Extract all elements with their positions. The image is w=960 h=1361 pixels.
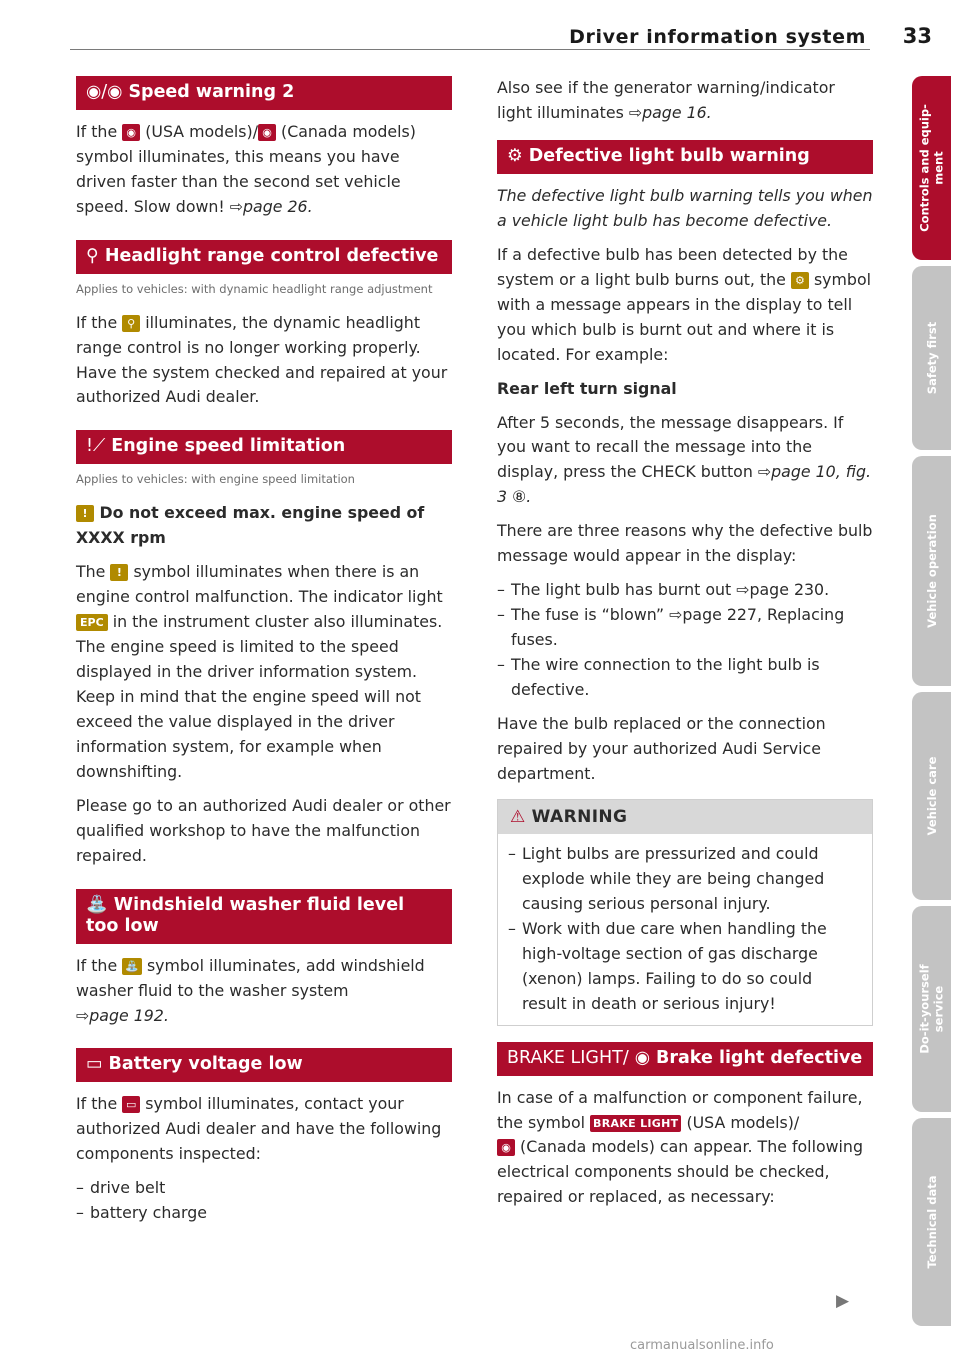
section-heading: Speed warning 2 bbox=[128, 82, 295, 102]
brake-light-usa-icon: BRAKE LIGHT bbox=[590, 1115, 681, 1132]
text: symbol illuminates, add windshield washer fluid to the washer system bbox=[76, 955, 425, 1000]
warning-box bbox=[497, 799, 873, 1026]
warning-triangle-icon: ⚠ bbox=[510, 806, 526, 827]
paragraph: There are three reasons why the defective bulb message would appear in the display: bbox=[497, 521, 873, 566]
list-item: – Work with due care when handling the high-voltage section of gas discharge (xenon) lamps. Failing to do so could result in death or serious injury! bbox=[508, 918, 827, 1013]
chapter-title: Driver information system bbox=[569, 26, 866, 48]
speed-warning-usa-icon: ◉ bbox=[122, 124, 140, 141]
text: (Canada models) can appear. The following electrical components should be checked, repaired or replaced, as necessary: bbox=[497, 1137, 863, 1207]
engine-speed-icon: ! bbox=[76, 505, 94, 522]
section-speed-warning bbox=[76, 76, 452, 110]
paragraph bbox=[497, 1086, 873, 1211]
paragraph bbox=[497, 76, 873, 126]
text: Do not exceed max. engine speed of XXXX rpm bbox=[76, 503, 425, 548]
text: If the bbox=[76, 955, 118, 975]
tab-label: Vehicle care bbox=[924, 756, 939, 836]
tab-vehicle-care[interactable] bbox=[912, 692, 951, 900]
tab-do-it-yourself-service[interactable] bbox=[912, 906, 951, 1112]
tab-safety-first[interactable] bbox=[912, 266, 951, 450]
headlight-range-icon: ⚲ bbox=[86, 245, 99, 266]
brake-light-canada-icon: ◉ bbox=[634, 1047, 651, 1068]
paragraph bbox=[497, 411, 873, 511]
text: If the bbox=[76, 122, 118, 141]
subheading bbox=[76, 501, 452, 551]
headlight-range-icon: ⚲ bbox=[122, 315, 140, 332]
brake-light-canada-icon: ◉ bbox=[497, 1139, 515, 1156]
washer-fluid-icon: ⛲ bbox=[86, 894, 108, 915]
list-item: – The light bulb has burnt out ⇨page 230. bbox=[497, 580, 830, 600]
tab-controls-and-equipment[interactable] bbox=[912, 76, 951, 260]
text: illuminates, the dynamic headlight range control is no longer working properly. Have the system checked and repaired at your authorized Audi dealer. bbox=[76, 312, 448, 407]
section-battery-voltage bbox=[76, 1048, 452, 1082]
example-message: Rear left turn signal bbox=[497, 378, 677, 398]
light-bulb-icon: ⚙ bbox=[507, 145, 523, 166]
battery-icon: ▭ bbox=[86, 1054, 103, 1075]
header-rule bbox=[70, 49, 870, 50]
applies-to-note: Applies to vehicles: with dynamic headlight range adjustment bbox=[76, 281, 433, 296]
paragraph bbox=[76, 1092, 452, 1167]
left-column bbox=[76, 76, 452, 1235]
page-header bbox=[0, 0, 960, 70]
speed-warning-icon: ◉/◉ bbox=[86, 82, 123, 102]
section-engine-speed bbox=[76, 430, 452, 464]
battery-icon: ▭ bbox=[122, 1096, 140, 1113]
section-headlight bbox=[76, 240, 452, 274]
paragraph: Have the bulb replaced or the connection repaired by your authorized Audi Service department. bbox=[497, 714, 826, 783]
text: (USA models)/ bbox=[145, 122, 259, 141]
section-washer-fluid bbox=[76, 889, 452, 944]
text: If the bbox=[76, 1094, 118, 1114]
paragraph bbox=[76, 311, 452, 411]
text: If a defective bulb has been detected by the system or a light bulb burns out, the bbox=[497, 244, 848, 289]
intro-paragraph: The defective light bulb warning tells you when a vehicle light bulb has become defective. bbox=[497, 185, 873, 230]
warning-header bbox=[498, 800, 872, 834]
section-heading: Headlight range control defective bbox=[104, 245, 439, 266]
tab-label: Vehicle operation bbox=[924, 514, 939, 628]
text: (Canada models) symbol illuminates, this means you have driven faster than the second set vehicle speed. Slow down! bbox=[76, 122, 416, 216]
list-item: – drive belt bbox=[76, 1178, 166, 1198]
section-heading: Brake light defective bbox=[656, 1047, 863, 1068]
brake-light-icon: BRAKE LIGHT/ bbox=[507, 1047, 629, 1068]
text: In case of a malfunction or component failure, the symbol bbox=[497, 1087, 863, 1132]
text: (USA models)/ bbox=[686, 1112, 800, 1132]
section-heading: Engine speed limitation bbox=[111, 436, 346, 457]
text: symbol illuminates when there is an engine control malfunction. The indicator light bbox=[76, 562, 443, 607]
component-list bbox=[76, 1176, 452, 1226]
text: symbol with a message appears in the display to tell you which bulb is burnt out and where it is located. For example: bbox=[497, 269, 872, 364]
paragraph bbox=[76, 120, 452, 220]
epc-icon: EPC bbox=[76, 614, 108, 631]
applies-to-note: Applies to vehicles: with engine speed limitation bbox=[76, 472, 355, 487]
text: in the instrument cluster also illuminates. The engine speed is limited to the speed displayed in the driver information system. Keep in mind that the engine speed will not exceed the value displayed in the driver information system, for example when downshifting. bbox=[76, 612, 443, 781]
text: symbol illuminates, contact your authorized Audi dealer and have the following components inspected: bbox=[76, 1094, 442, 1164]
reasons-list bbox=[497, 578, 873, 703]
section-heading: Battery voltage low bbox=[108, 1054, 303, 1075]
page-reference-link[interactable]: ⇨page 10, fig. 3 ⑧. bbox=[497, 462, 871, 507]
list-item: – The wire connection to the light bulb is defective. bbox=[497, 655, 820, 700]
paragraph bbox=[497, 243, 873, 368]
tab-technical-data[interactable] bbox=[912, 1118, 951, 1326]
paragraph bbox=[76, 560, 452, 785]
engine-speed-icon: !⟋ bbox=[86, 436, 106, 457]
light-bulb-icon: ⚙ bbox=[791, 272, 809, 289]
paragraph: Please go to an authorized Audi dealer or other qualified workshop to have the malfunction repaired. bbox=[76, 795, 451, 865]
section-heading: Defective light bulb warning bbox=[528, 145, 810, 166]
tab-label: Technical data bbox=[924, 1175, 939, 1269]
footer-watermark: carmanualsonline.info bbox=[630, 1338, 774, 1353]
text: Also see if the generator warning/indicator light illuminates bbox=[497, 78, 835, 122]
page-reference-link[interactable]: ⇨page 26. bbox=[229, 196, 313, 216]
page-reference-link[interactable]: ⇨page 16. bbox=[628, 102, 712, 122]
engine-speed-icon: ! bbox=[110, 564, 128, 581]
tab-label: Controls and equip- ment bbox=[917, 104, 946, 232]
tab-label: Do-it-yourself service bbox=[917, 964, 946, 1054]
text: The bbox=[76, 562, 106, 582]
right-column bbox=[497, 76, 873, 1219]
warning-title: WARNING bbox=[531, 806, 628, 827]
paragraph bbox=[76, 954, 452, 1029]
continue-arrow-icon: ▶ bbox=[836, 1291, 850, 1311]
section-brake-light bbox=[497, 1042, 873, 1076]
warning-list bbox=[508, 842, 860, 1017]
text: After 5 seconds, the message disappears. If you want to recall the message into the display, press the CHECK button bbox=[497, 412, 844, 482]
washer-fluid-icon: ⛲ bbox=[122, 958, 142, 975]
list-item: – The fuse is “blown” ⇨page 227, Replacing fuses. bbox=[497, 605, 845, 650]
tab-vehicle-operation[interactable] bbox=[912, 456, 951, 686]
list-item: – Light bulbs are pressurized and could explode while they are being changed causing serious personal injury. bbox=[508, 843, 825, 913]
page-reference-link[interactable]: ⇨page 192. bbox=[76, 1005, 169, 1025]
section-heading: Windshield washer fluid level too low bbox=[86, 894, 405, 936]
section-bulb-warning bbox=[497, 140, 873, 174]
list-item: – battery charge bbox=[76, 1203, 208, 1223]
page-number: 33 bbox=[902, 24, 932, 48]
speed-warning-canada-icon: ◉ bbox=[258, 124, 276, 141]
text: If the bbox=[76, 312, 118, 332]
tab-label: Safety first bbox=[924, 321, 939, 395]
